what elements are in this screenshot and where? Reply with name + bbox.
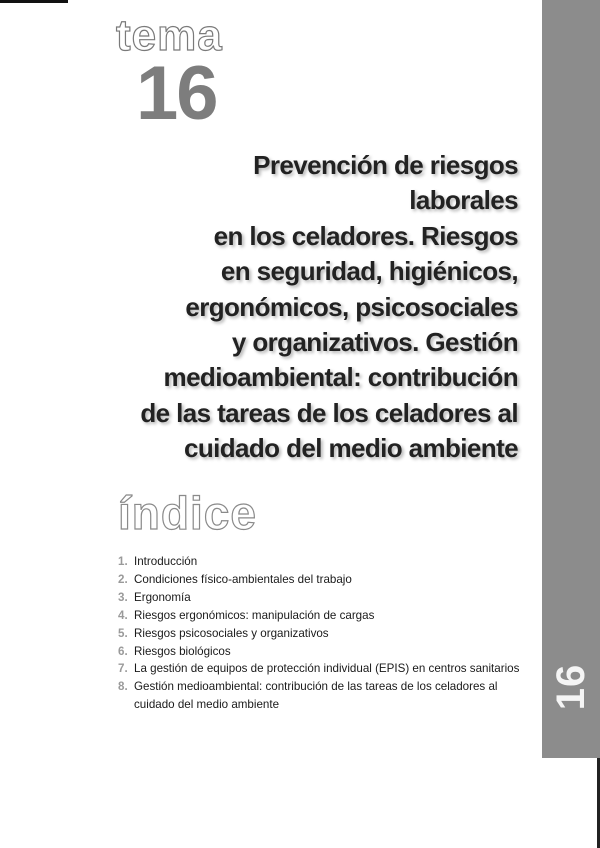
toc-item-text: Gestión medioambiental: contribución de las tareas de los celadores al cuidado del medio ambiente: [134, 680, 498, 712]
title-line: y organizativos. Gestión: [231, 327, 518, 358]
toc-item-number: 1.: [118, 555, 128, 568]
title-line: Prevención de riesgos laborales: [253, 150, 518, 216]
toc-item-text: La gestión de equipos de protección individual (EPIS) en centros sanitarios: [134, 662, 520, 676]
toc-item: [118, 660, 538, 678]
toc-item-number: 2.: [118, 572, 128, 586]
toc-item-text: Condiciones físico-ambientales del trabajo: [134, 572, 352, 586]
toc-item: [118, 678, 538, 714]
toc-item-number: 5.: [118, 626, 128, 640]
title-line: en los celadores. Riesgos: [213, 220, 518, 251]
title-line: ergonómicos, psicosociales: [185, 291, 518, 322]
tema-label: tema: [116, 11, 223, 60]
toc-item-text: Riesgos psicosociales y organizativos: [134, 626, 329, 640]
toc-item: [118, 553, 538, 571]
top-rule: [0, 0, 68, 3]
title-line: cuidado del medio ambiente: [183, 433, 518, 464]
toc-item: [118, 571, 538, 589]
toc-item-number: 3.: [118, 590, 128, 604]
toc-item-text: Riesgos biológicos: [134, 644, 231, 658]
title-line: medioambiental: contribución: [163, 362, 518, 393]
title-line: de las tareas de los celadores al: [140, 397, 518, 428]
toc-item: [118, 625, 538, 643]
side-tab-number: 16: [548, 663, 593, 711]
chapter-title: [140, 148, 518, 467]
toc-item-text: Introducción: [134, 555, 198, 568]
toc-item-number: 7.: [118, 662, 128, 676]
toc-item-number: 6.: [118, 644, 128, 658]
toc-item-text: Ergonomía: [134, 590, 191, 604]
table-of-contents: [118, 553, 538, 714]
tema-number: 16: [136, 51, 217, 136]
toc-item-text: Riesgos ergonómicos: manipulación de cargas: [134, 608, 375, 622]
index-heading: índice: [118, 487, 257, 539]
toc-item: [118, 643, 538, 661]
title-line: en seguridad, higiénicos,: [220, 256, 518, 287]
toc-item: [118, 607, 538, 625]
toc-item: [118, 589, 538, 607]
toc-item-number: 8.: [118, 680, 128, 694]
chapter-side-tab: [542, 0, 600, 758]
toc-item-number: 4.: [118, 608, 128, 622]
